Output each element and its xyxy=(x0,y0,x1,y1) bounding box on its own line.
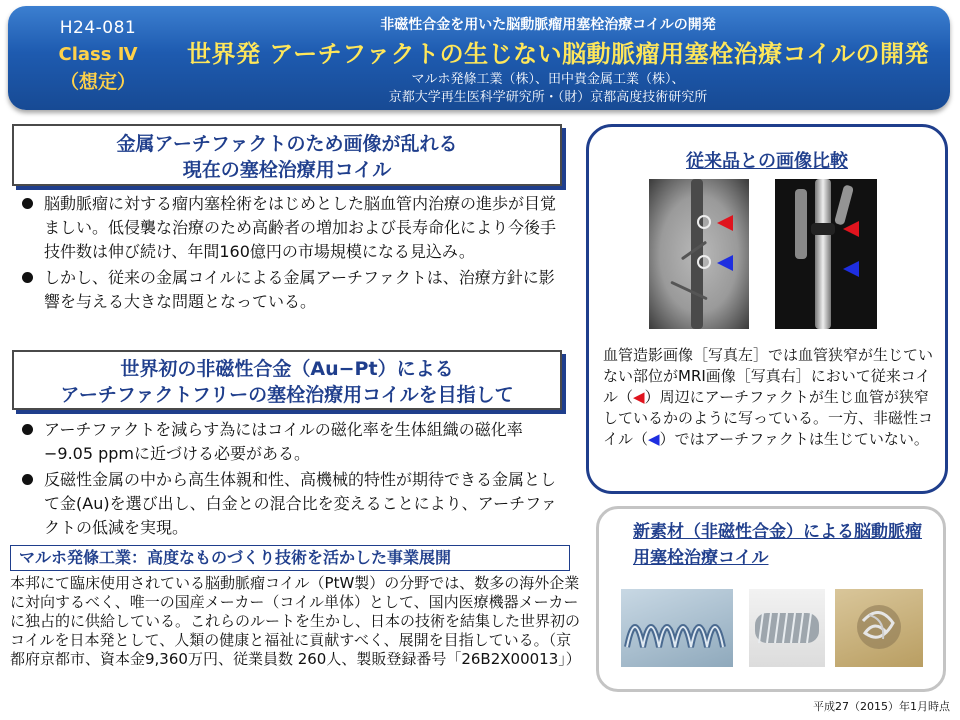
bullet-text: しかし、従来の金属コイルによる金属アーチファクトは、治療方針に影響を与える大きな問題となっている。 xyxy=(44,268,555,311)
section-artifact-free-bullets xyxy=(20,418,568,542)
bullet-dot-icon xyxy=(22,272,33,283)
comparison-text: ）周辺にアーチファクトが生じ血管が狭窄しているかのように写っている。一方、非磁性コイル（ xyxy=(603,388,934,448)
section-current-coil-bullets xyxy=(20,192,568,316)
section-artifact-free-title xyxy=(12,350,562,410)
project-id-block xyxy=(28,18,168,94)
red-marker-icon xyxy=(717,215,733,231)
as-of-date: 平成27（2015）年1月時点 xyxy=(813,700,950,713)
company-description: 本邦にて臨床使用されている脳動脈瘤コイル（PtW製）の分野では、数多の海外企業に対向するべく、唯一の国産メーカー（コイル単体）として、国内医療機器メーカーに独占的に供給している。これらのルートを生かし、日本の技術を結集した世界初のコイルを日本発として、人類の健康と福祉に貢献すべく、展開を目指している。（京都府京都市、資本金9,360万円、従業員数 260人、製販登録番号「26B2X00013」） xyxy=(10,574,581,668)
bullet-dot-icon xyxy=(22,424,33,435)
angiography-image xyxy=(649,179,749,329)
comparison-title: 従来品との画像比較 xyxy=(686,151,848,172)
section-title-line: 金属アーチファクトのため画像が乱れる xyxy=(116,133,458,155)
page-title: 世界発 アーチファクトの生じない脳動脈瘤用塞栓治療コイルの開発 xyxy=(187,40,929,68)
bullet-dot-icon xyxy=(22,198,33,209)
device-class: Class Ⅳ xyxy=(58,44,138,65)
organizations-line-1: マルホ発條工業（株）、田中貴金属工業（株）、 xyxy=(411,72,685,87)
red-marker-icon xyxy=(843,221,859,237)
class-assumed-note: （想定） xyxy=(59,71,136,93)
blue-marker-icon xyxy=(717,255,733,271)
section-title-line: 世界初の非磁性合金（Au−Pt）による xyxy=(120,358,454,380)
red-arrow-icon: ◀ xyxy=(633,388,645,406)
bullet-dot-icon xyxy=(22,474,33,485)
comparison-text: ）ではアーチファクトは生じていない。 xyxy=(659,430,929,448)
blue-marker-icon xyxy=(843,261,859,277)
coil-spring-photo xyxy=(621,589,733,667)
mri-image xyxy=(775,179,877,329)
bullet-text: 脳動脈瘤に対する瘤内塞栓術をはじめとした脳血管内治療の進歩が目覚ましい。低侵襲な治療のため高齢者の増加および長寿命化により今後手技件数は伸び続け、年間160億円の市場規模になる見込み。 xyxy=(44,194,557,261)
new-material-title: 新素材（非磁性合金）による脳動脈瘤用塞栓治療コイル xyxy=(633,522,922,568)
organizations-line-2: 京都大学再生医科学研究所・（財）京都高度技術研究所 xyxy=(388,90,708,105)
company-section-title: マルホ発條工業：高度なものづくり技術を活かした事業展開 xyxy=(10,545,570,571)
bullet-item xyxy=(20,192,568,264)
bullet-item xyxy=(20,418,568,466)
bullet-item xyxy=(20,266,568,314)
bullet-item xyxy=(20,468,568,540)
comparison-text: 血管造影画像［写真左］では血管狭窄が生じていない部位がMRI画像［写真右］において従来コイル（ xyxy=(603,346,934,406)
project-id: H24-081 xyxy=(59,18,137,38)
bullet-text: アーチファクトを減らす為にはコイルの磁化率を生体組織の磁化率−9.05 ppmに近づける必要がある。 xyxy=(44,420,523,463)
header-subtitle: 非磁性合金を用いた脳動脈瘤用塞栓治療コイルの開発 xyxy=(380,17,716,33)
header-banner xyxy=(8,6,950,110)
bullet-text: 反磁性金属の中から高生体親和性、高機械的特性が期待できる金属として金(Au)を選び出し、白金との混合比を変えることにより、アーチファクトの低減を実現。 xyxy=(44,470,557,537)
new-material-panel xyxy=(596,506,946,692)
coil-in-aneurysm-photo xyxy=(835,589,923,667)
blue-arrow-icon: ◀ xyxy=(648,430,660,448)
image-comparison-panel xyxy=(586,124,948,494)
section-title-line: 現在の塞栓治療用コイル xyxy=(182,159,392,181)
section-title-line: アーチファクトフリーの塞栓治療用コイルを目指して xyxy=(60,384,514,406)
coil-closeup-photo xyxy=(749,589,825,667)
comparison-description xyxy=(603,345,939,450)
section-current-coil-title xyxy=(12,124,562,186)
